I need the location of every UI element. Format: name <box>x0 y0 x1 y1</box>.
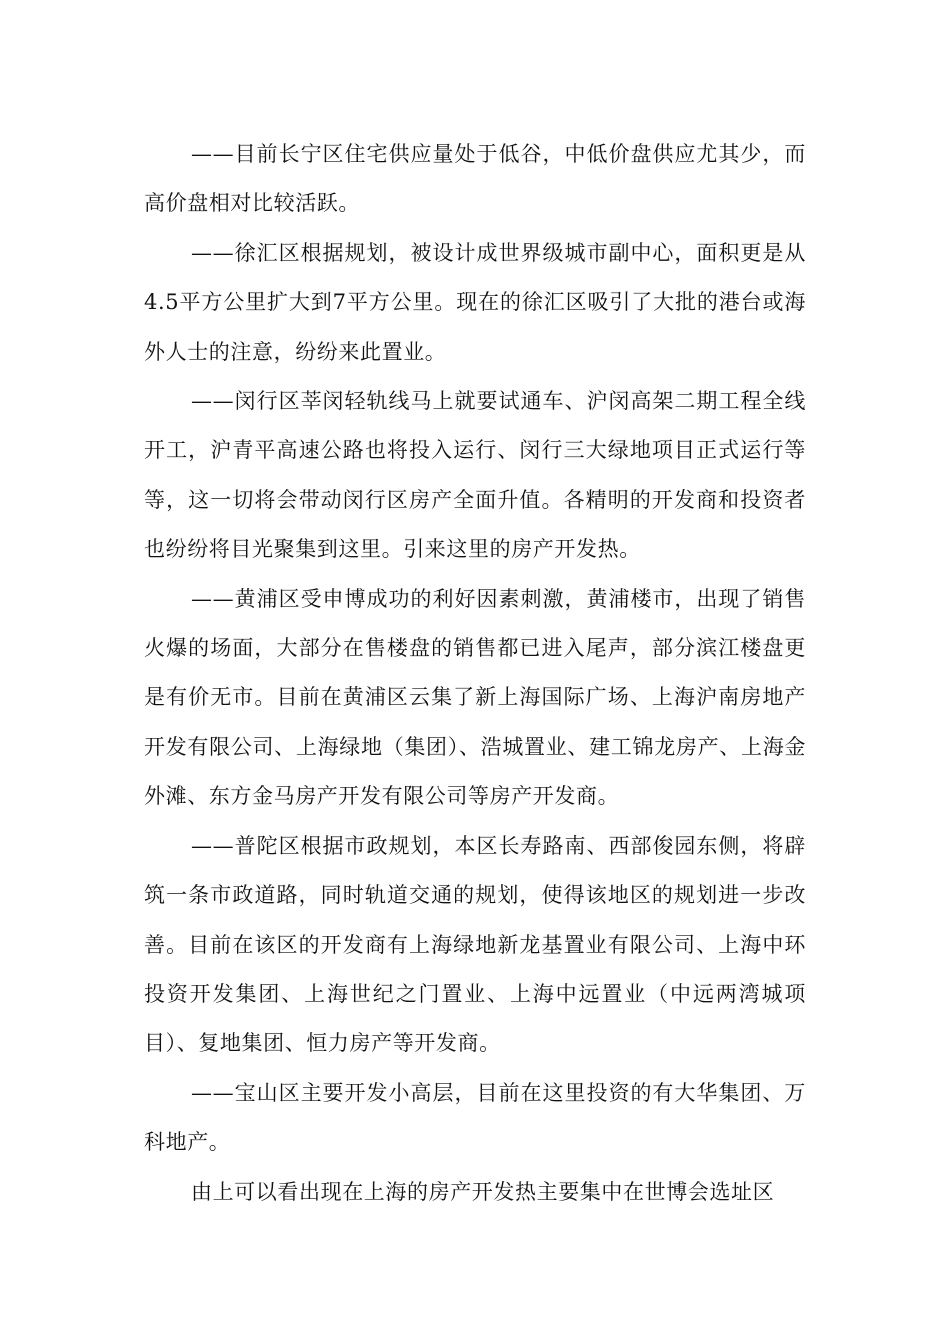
paragraph-minhang: ——闵行区莘闵轻轨线马上就要试通车、沪闵高架二期工程全线开工，沪青平高速公路也将投入运行、闵行三大绿地项目正式运行等等，这一切将会带动闵行区房产全面升值。各精明的开发商和投资者也纷纷将目光聚集到这里。引来这里的房产开发热。 <box>144 389 806 562</box>
paragraph-conclusion: 由上可以看出现在上海的房产开发热主要集中在世博会选址区 <box>191 1179 775 1204</box>
paragraph-xuhui: ——徐汇区根据规划，被设计成世界级城市副中心，面积更是从4.5平方公里扩大到7平方公里。现在的徐汇区吸引了大批的港台或海外人士的注意，纷纷来此置业。 <box>144 240 806 364</box>
paragraph-changning: ——目前长宁区住宅供应量处于低谷，中低价盘供应尤其少，而高价盘相对比较活跃。 <box>144 142 806 216</box>
document-body <box>144 130 806 1217</box>
paragraph-baoshan: ——宝山区主要开发小高层，目前在这里投资的有大华集团、万科地产。 <box>144 1080 806 1155</box>
paragraph-putuo: ——普陀区根据市政规划，本区长寿路南、西部俊园东侧，将辟筑一条市政道路，同时轨道交通的规划，使得该地区的规划进一步改善。目前在该区的开发商有上海绿地新龙基置业有限公司、上海中环投资开发集团、上海世纪之门置业、上海中远置业（中远两湾城项目）、复地集团、恒力房产等开发商。 <box>144 833 806 1056</box>
paragraph-huangpu: ——黄浦区受申博成功的利好因素刺激，黄浦楼市，出现了销售火爆的场面，大部分在售楼盘的销售都已进入尾声，部分滨江楼盘更是有价无市。目前在黄浦区云集了新上海国际广场、上海沪南房地产开发有限公司、上海绿地（集团）、浩城置业、建工锦龙房产、上海金外滩、东方金马房产开发有限公司等房产开发商。 <box>144 586 806 809</box>
